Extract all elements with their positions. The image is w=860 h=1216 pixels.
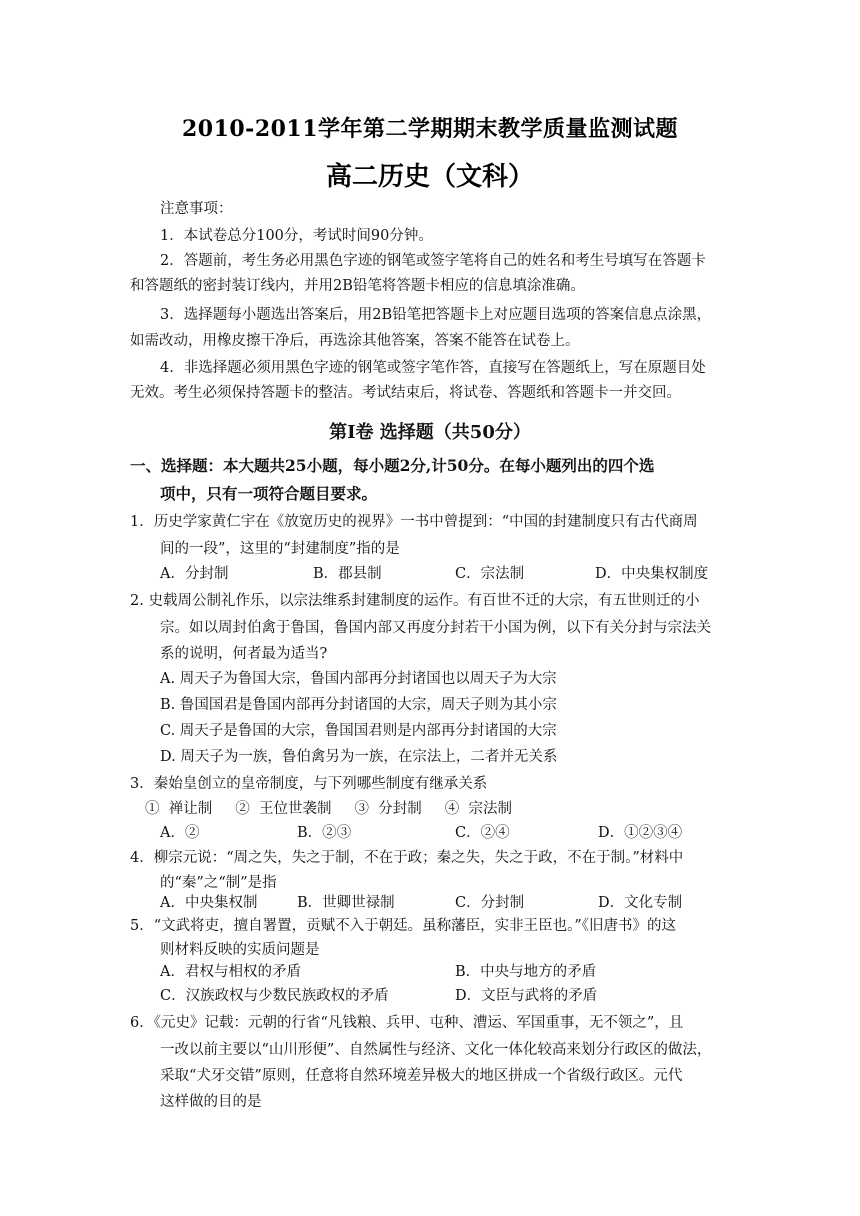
question-text: 5．“文武将吏，擅自署置，贡赋不入于朝廷。虽称藩臣，实非王臣也。”《旧唐书》的这 xyxy=(130,918,677,934)
option-c: C. 周天子是鲁国的大宗，鲁国国君则是内部再分封诸国的大宗 xyxy=(160,723,557,739)
question-text: 1．历史学家黄仁宇在《放宽历史的视界》一书中曾提到：“中国的封建制度只有古代商周 xyxy=(130,514,698,530)
option-b: B．中央与地方的矛盾 xyxy=(455,964,597,980)
option-c: C．汉族政权与少数民族政权的矛盾 xyxy=(160,988,389,1004)
option-c: C．②④ xyxy=(455,825,510,841)
question-text: 一改以前主要以“山川形便”、自然属性与经济、文化一体化较高来划分行政区的做法， xyxy=(160,1042,712,1058)
question-text: 3．秦始皇创立的皇帝制度，与下列哪些制度有继承关系 xyxy=(130,776,488,792)
question-text: 6．《元史》记载：元朝的行省“凡钱粮、兵甲、屯种、漕运、军国重事，无不领之”，且 xyxy=(130,1015,684,1031)
notice-line: 1．本试卷总分100分，考试时间90分钟。 xyxy=(160,228,433,244)
option-b: B．②③ xyxy=(297,825,352,841)
notice-line: 3．选择题每小题选出答案后，用2B铅笔把答题卡上对应题目选项的答案信息点涂黑， xyxy=(160,307,712,323)
question-text: 采取“犬牙交错”原则，任意将自然环境差异极大的地区拼成一个省级行政区。元代 xyxy=(160,1068,683,1084)
option-a: A．中央集权制 xyxy=(160,895,258,911)
section-instruction: 项中，只有一项符合题目要求。 xyxy=(160,484,378,503)
option-b: B．郡县制 xyxy=(313,566,382,582)
question-text: 的“秦”之“制”是指 xyxy=(160,875,277,891)
option-a: A．君权与相权的矛盾 xyxy=(160,964,301,980)
option-c: C．分封制 xyxy=(455,895,525,911)
exam-subtitle: 高二历史（文科） xyxy=(325,162,534,192)
question-text: 4．柳宗元说：“周之失，失之于制，不在于政；秦之失，失之于政，不在于制。”材料中 xyxy=(130,850,684,866)
question-text: 宗。如以周封伯禽于鲁国，鲁国内部又再度分封若干小国为例，以下有关分封与宗法关 xyxy=(160,620,711,636)
question-text: 系的说明，何者最为适当? xyxy=(160,646,328,662)
section-title: 第Ⅰ卷 选择题（共50分） xyxy=(329,422,531,443)
option-a: A．分封制 xyxy=(160,566,229,582)
option-b: B. 鲁国国君是鲁国内部再分封诸国的大宗，周天子则为其小宗 xyxy=(160,697,557,713)
notice-line: 如需改动，用橡皮擦干净后，再选涂其他答案，答案不能答在试卷上。 xyxy=(130,333,580,349)
section-instruction: 一、选择题：本大题共25小题，每小题2分,计50分。在每小题列出的四个选 xyxy=(130,456,655,475)
option-a: A. 周天子为鲁国大宗，鲁国内部再分封诸国也以周天子为大宗 xyxy=(160,671,557,687)
option-c: C．宗法制 xyxy=(455,566,525,582)
question-items: ① 禅让制 ② 王位世袭制 ③ 分封制 ④ 宗法制 xyxy=(145,801,513,817)
notice-line: 4．非选择题必须用黑色字迹的钢笔或签字笔作答，直接写在答题纸上，写在原题目处 xyxy=(160,360,706,376)
option-b: B．世卿世禄制 xyxy=(297,895,395,911)
option-d: D．文化专制 xyxy=(598,895,683,911)
notice-line: 2．答题前，考生务必用黑色字迹的钢笔或签字笔将自己的姓名和考生号填写在答题卡 xyxy=(160,253,706,269)
question-text: 间的一段”，这里的“封建制度”指的是 xyxy=(160,541,400,557)
question-text: 2. 史载周公制礼作乐，以宗法维系封建制度的运作。有百世不迁的大宗，有五世则迁的小 xyxy=(130,593,700,609)
option-d: D．①②③④ xyxy=(598,825,683,841)
option-d: D．中央集权制度 xyxy=(595,566,709,582)
option-d: D. 周天子为一族，鲁伯禽另为一族，在宗法上，二者并无关系 xyxy=(160,749,558,765)
exam-title: 2010-2011学年第二学期期末教学质量监测试题 xyxy=(181,116,679,142)
notice-heading: 注意事项： xyxy=(160,201,233,217)
option-a: A．② xyxy=(160,825,200,841)
question-text: 这样做的目的是 xyxy=(160,1094,262,1110)
question-text: 则材料反映的实质问题是 xyxy=(160,942,320,958)
notice-line: 无效。考生必须保持答题卡的整洁。考试结束后，将试卷、答题纸和答题卡一并交回。 xyxy=(130,385,681,401)
option-d: D．文臣与武将的矛盾 xyxy=(455,988,598,1004)
notice-line: 和答题纸的密封装订线内，并用2B铅笔将答题卡相应的信息填涂准确。 xyxy=(130,278,585,294)
